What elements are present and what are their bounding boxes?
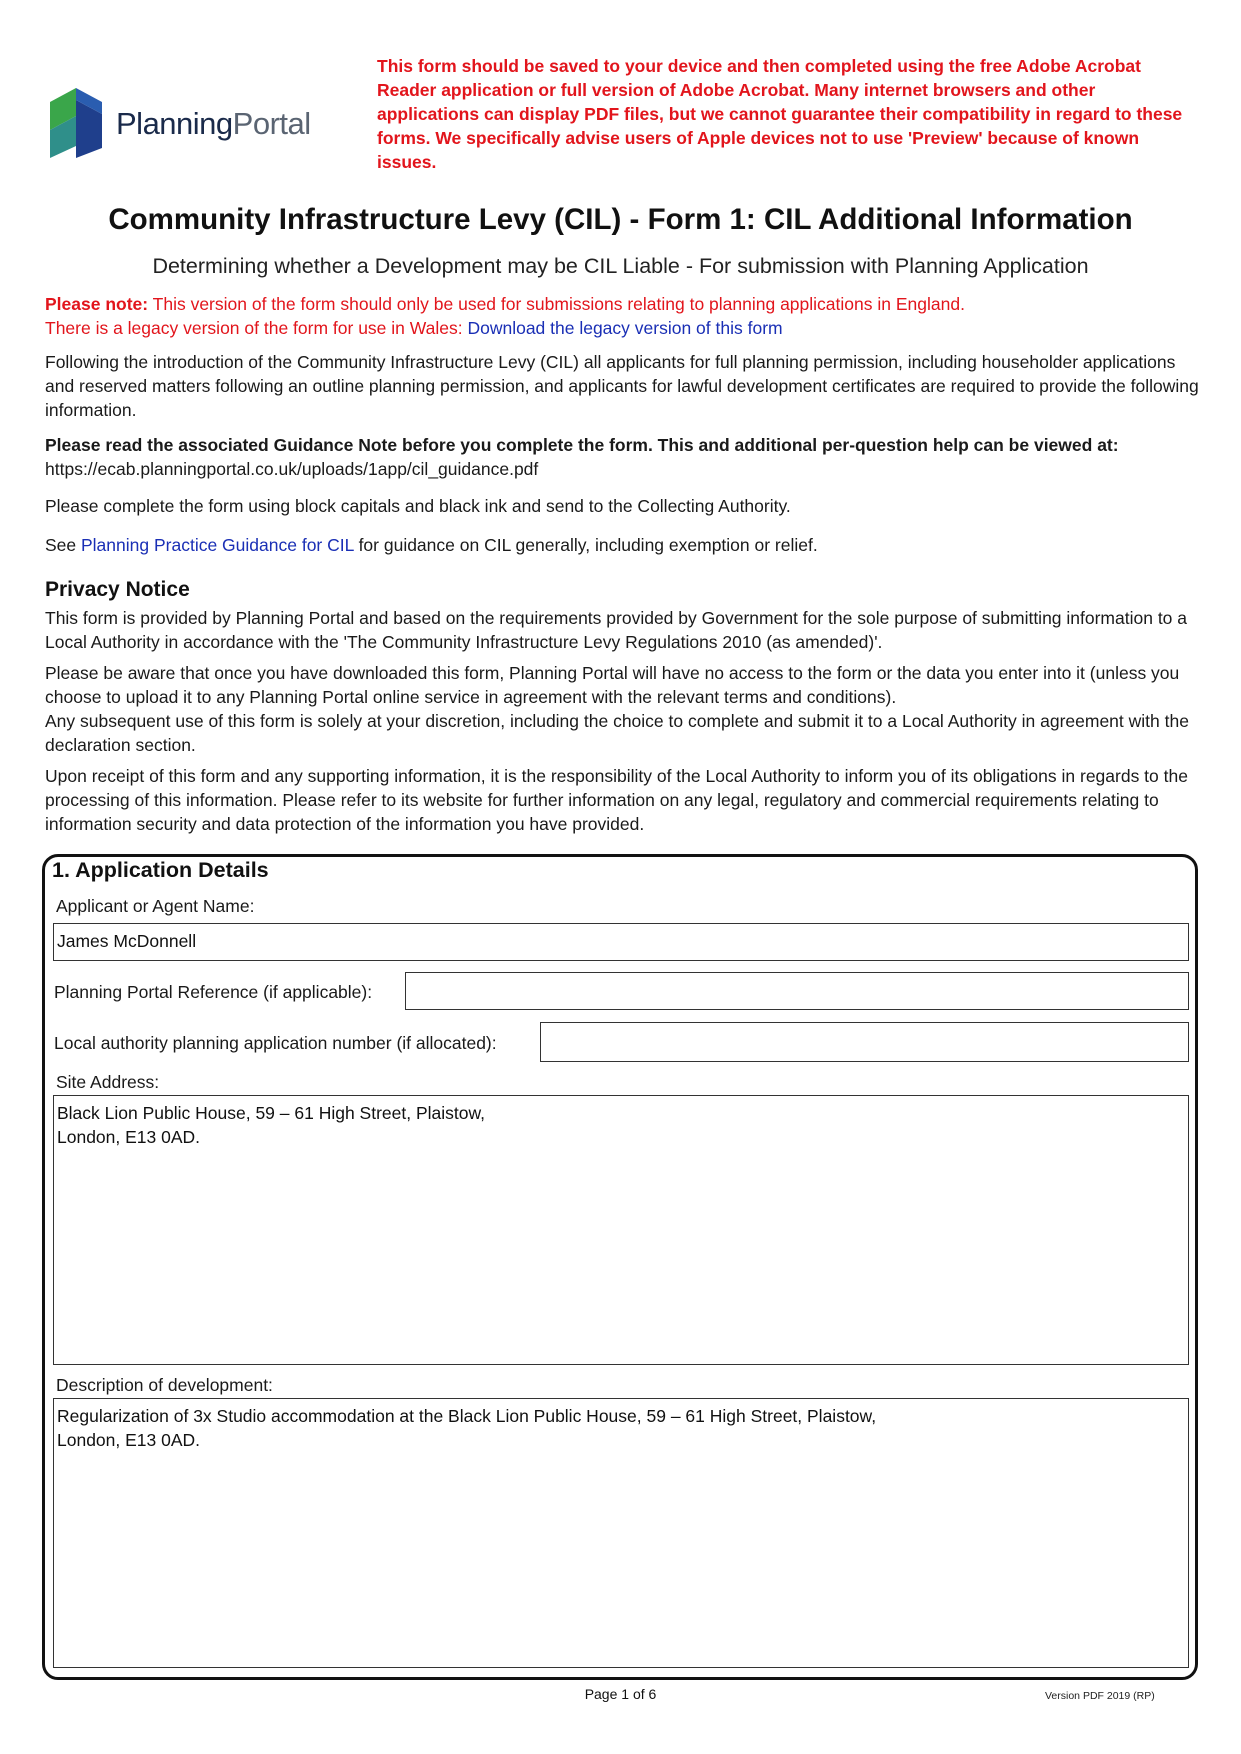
pp-reference-label: Planning Portal Reference (if applicable):	[54, 982, 373, 1002]
logo-wordmark: PlanningPortal	[116, 106, 311, 141]
la-application-number-label: Local authority planning application number (if allocated):	[54, 1033, 497, 1053]
version-label: Version PDF 2019 (RP)	[1045, 1690, 1155, 1702]
legacy-form-link[interactable]: Download the legacy version of this form	[467, 318, 783, 338]
planning-portal-logo	[46, 86, 326, 160]
pp-reference-field[interactable]	[405, 972, 1189, 1010]
site-address-field[interactable]: Black Lion Public House, 59 – 61 High Street, Plaistow, London, E13 0AD.	[53, 1095, 1189, 1365]
please-note	[45, 292, 1195, 340]
page-number: Page 1 of 6	[584, 1686, 657, 1702]
planning-portal-logo-icon	[46, 86, 112, 160]
page-title: Community Infrastructure Levy (CIL) - Form 1: CIL Additional Information	[108, 203, 1133, 236]
la-application-number-field[interactable]	[540, 1022, 1189, 1062]
section-title: 1. Application Details	[52, 858, 269, 882]
privacy-p3: Any subsequent use of this form is solely at your discretion, including the choice to complete and submit it to a Local Authority in agreement with the declaration section.	[45, 711, 1189, 755]
description-field[interactable]: Regularization of 3x Studio accommodation at the Black Lion Public House, 59 – 61 High Street, Plaistow, London, E13 0AD.	[53, 1398, 1189, 1668]
privacy-p4: Upon receipt of this form and any supporting information, it is the responsibility of the Local Authority to inform you of its obligations in regards to the processing of this information. Please refer to its website for further information on any legal, regulatory and commercial requirements relating to information security and data protection of the information you have provided.	[45, 766, 1188, 834]
privacy-p2: Please be aware that once you have downloaded this form, Planning Portal will have no access to the form or the data you enter into it (unless you choose to upload it to any Planning Portal online service in agreement with the relevant terms and conditions).	[45, 663, 1180, 707]
note-line1: This version of the form should only be used for submissions relating to planning applications in England.	[152, 294, 965, 314]
ppg-cil-link[interactable]: Planning Practice Guidance for CIL	[81, 535, 354, 555]
compatibility-warning: This form should be saved to your device and then completed using the free Adobe Acrobat Reader application or full version of Adobe Acrobat. Many internet browsers and other applications can display PDF files, but we cannot guarantee their compatibility in regard to these forms. We specifically advise users of Apple devices not to use 'Preview' because of known issues.	[377, 56, 1183, 172]
see-prefix: See	[45, 535, 81, 555]
privacy-p1: This form is provided by Planning Portal and based on the requirements provided by Government for the sole purpose of submitting information to a Local Authority in accordance with the 'The Community Infrastructure Levy Regulations 2010 (as amended)'.	[45, 608, 1188, 652]
applicant-name-field[interactable]: James McDonnell	[53, 923, 1189, 961]
guidance-url-link[interactable]: https://ecab.planningportal.co.uk/uploads/1app/cil_guidance.pdf	[45, 459, 539, 479]
see-suffix: for guidance on CIL generally, including exemption or relief.	[353, 535, 818, 555]
note-line2: There is a legacy version of the form for use in Wales:	[45, 318, 468, 338]
privacy-heading: Privacy Notice	[45, 578, 190, 601]
description-label: Description of development:	[56, 1375, 273, 1395]
applicant-label: Applicant or Agent Name:	[56, 896, 255, 916]
guidance-text: Please read the associated Guidance Note before you complete the form. This and additional per-question help can be viewed at:	[45, 435, 1119, 455]
site-address-label: Site Address:	[56, 1072, 160, 1092]
page-subtitle: Determining whether a Development may be CIL Liable - For submission with Planning Application	[152, 254, 1089, 278]
intro-text: Following the introduction of the Community Infrastructure Levy (CIL) all applicants for full planning permission, including householder applications and reserved matters following an outline planning permission, and applicants for lawful development certificates are required to provide the following information.	[45, 352, 1199, 420]
note-label: Please note:	[45, 294, 149, 314]
see-guidance	[45, 533, 1205, 557]
complete-instruction: Please complete the form using block capitals and black ink and send to the Collecting Authority.	[45, 496, 791, 516]
